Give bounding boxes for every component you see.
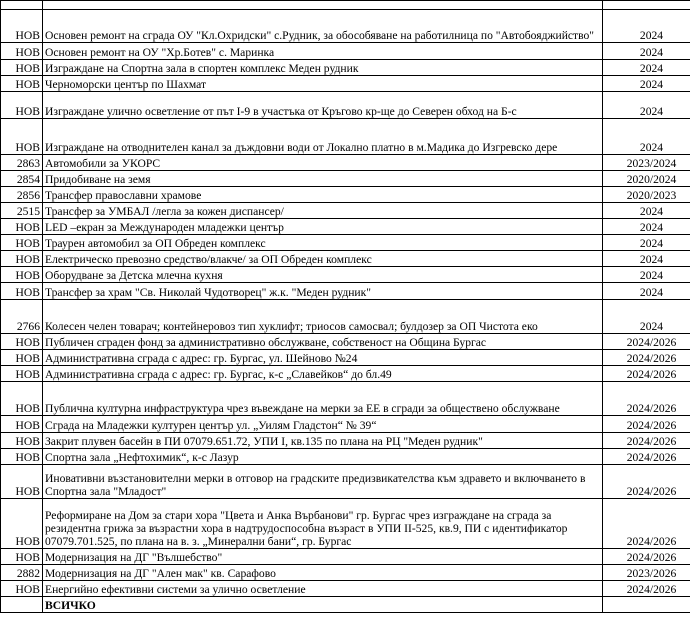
row-name: Придобиване на земя bbox=[43, 171, 603, 187]
row-year: 2023/2024 bbox=[603, 155, 690, 171]
row-name: Основен ремонт на сграда ОУ "Кл.Охридски" с.Рудник, за обособяване на работилница по "Автобояджийство" bbox=[43, 10, 603, 43]
row-year: 2024 bbox=[603, 251, 690, 267]
row-year: 2024 bbox=[603, 203, 690, 219]
row-year bbox=[603, 1, 690, 10]
row-code: НОВ bbox=[1, 283, 43, 300]
row-code: НОВ bbox=[1, 382, 43, 416]
row-name: Публична културна инфраструктура чрез въвеждане на мерки за ЕЕ в сгради за обществено обслужване bbox=[43, 382, 603, 416]
row-code: НОВ bbox=[1, 465, 43, 499]
row-code: НОВ bbox=[1, 60, 43, 76]
row-year: 2023/2026 bbox=[603, 565, 690, 581]
table-row bbox=[1, 171, 690, 187]
table-row bbox=[1, 92, 690, 119]
row-name: Модернизация на ДГ "Ален мак" кв. Сарафово bbox=[43, 565, 603, 581]
table-row bbox=[1, 416, 690, 433]
row-name: Трансфер православни храмове bbox=[43, 187, 603, 203]
row-year: 2024 bbox=[603, 219, 690, 235]
row-code: 2863 bbox=[1, 155, 43, 171]
table-row bbox=[1, 465, 690, 499]
row-name: Автомобили за УКОРС bbox=[43, 155, 603, 171]
row-name: Трансфер за храм "Св. Николай Чудотворец" ж.к. "Меден рудник" bbox=[43, 283, 603, 300]
row-name: Трансфер за УМБАЛ /легла за кожен диспансер/ bbox=[43, 203, 603, 219]
row-year: 2024 bbox=[603, 92, 690, 119]
row-year: 2024 bbox=[603, 119, 690, 155]
table-row bbox=[1, 597, 690, 613]
row-year: 2024/2026 bbox=[603, 433, 690, 449]
row-code: НОВ bbox=[1, 119, 43, 155]
table-row bbox=[1, 549, 690, 565]
row-year: 2020/2023 bbox=[603, 187, 690, 203]
table-body bbox=[1, 1, 690, 613]
row-code: НОВ bbox=[1, 366, 43, 382]
row-code: НОВ bbox=[1, 433, 43, 449]
table-row bbox=[1, 350, 690, 366]
row-year: 2024 bbox=[603, 76, 690, 92]
row-code: НОВ bbox=[1, 581, 43, 597]
row-year: 2024/2026 bbox=[603, 334, 690, 350]
row-name: Изграждане улично осветление от път I-9 в участъка от Кръгово кр-ще до Северен обход на Б-с bbox=[43, 92, 603, 119]
row-year: 2024/2026 bbox=[603, 549, 690, 565]
row-name: Колесен челен товарач; контейнеровоз тип хуклифт; триосов самосвал; булдозер за ОП Чистота еко bbox=[43, 300, 603, 334]
row-name: Реформиране на Дом за стари хора "Цвета и Анка Върбанови" гр. Бургас чрез изграждане на сграда за резидентна грижа за възрастни хора в надтрудоспособна възраст в УПИ II-525, кв.9, ПИ с идентификатор 07079.701.525, по плана на в. з. „Минерални бани“, гр. Бургас bbox=[43, 499, 603, 549]
table-row bbox=[1, 187, 690, 203]
table-row bbox=[1, 449, 690, 465]
row-name: Изграждане на отводнителен канал за дъждовни води от Локално платно в м.Мадика до Изгревско дере bbox=[43, 119, 603, 155]
row-year: 2024/2026 bbox=[603, 366, 690, 382]
row-year: 2024/2026 bbox=[603, 499, 690, 549]
row-name: Оборудване за Детска млечна кухня bbox=[43, 267, 603, 283]
row-name: Закрит плувен басейн в ПИ 07079.651.72, УПИ I, кв.135 по плана на РЦ "Меден рудник" bbox=[43, 433, 603, 449]
row-name: Сграда на Младежки културен център ул. „Уилям Гладстон“ № 39“ bbox=[43, 416, 603, 433]
row-code: 2882 bbox=[1, 565, 43, 581]
table-row bbox=[1, 334, 690, 350]
row-name: LED –екран за Международен младежки център bbox=[43, 219, 603, 235]
row-code: 2856 bbox=[1, 187, 43, 203]
row-year: 2020/2024 bbox=[603, 171, 690, 187]
row-year: 2024/2026 bbox=[603, 382, 690, 416]
row-name: Спортна зала „Нефтохимик“, к-с Лазур bbox=[43, 449, 603, 465]
row-year: 2024/2026 bbox=[603, 465, 690, 499]
row-code: НОВ bbox=[1, 449, 43, 465]
table-row bbox=[1, 155, 690, 171]
table-row bbox=[1, 203, 690, 219]
row-name: Черноморски център по Шахмат bbox=[43, 76, 603, 92]
table-row bbox=[1, 581, 690, 597]
row-year: 2024 bbox=[603, 10, 690, 43]
row-name: Електрическо превозно средство/влакче/ за ОП Обреден комплекс bbox=[43, 251, 603, 267]
row-name: Енергийно ефективни системи за улично осветление bbox=[43, 581, 603, 597]
row-code: НОВ bbox=[1, 235, 43, 251]
row-name: Административна сграда с адрес: гр. Бургас, к-с „Славейков“ до бл.49 bbox=[43, 366, 603, 382]
row-name: Административна сграда с адрес: гр. Бургас, ул. Шейново №24 bbox=[43, 350, 603, 366]
row-name: Траурен автомобил за ОП Обреден комплекс bbox=[43, 235, 603, 251]
table-row bbox=[1, 283, 690, 300]
row-code: НОВ bbox=[1, 251, 43, 267]
row-name: Основен ремонт на ОУ "Хр.Ботев" с. Маринка bbox=[43, 43, 603, 60]
table-row bbox=[1, 235, 690, 251]
table-row bbox=[1, 251, 690, 267]
row-year: 2024 bbox=[603, 300, 690, 334]
row-code: НОВ bbox=[1, 10, 43, 43]
row-year: 2024/2026 bbox=[603, 449, 690, 465]
table-row bbox=[1, 300, 690, 334]
row-year: 2024 bbox=[603, 267, 690, 283]
row-year: 2024 bbox=[603, 283, 690, 300]
table-row bbox=[1, 119, 690, 155]
row-code: НОВ bbox=[1, 267, 43, 283]
row-name: Модернизация на ДГ "Вълшебство" bbox=[43, 549, 603, 565]
row-code: НОВ bbox=[1, 334, 43, 350]
table-row bbox=[1, 60, 690, 76]
row-code bbox=[1, 597, 43, 613]
row-code: НОВ bbox=[1, 549, 43, 565]
row-name: Публичен сграден фонд за административно обслужване, собственост на Община Бургас bbox=[43, 334, 603, 350]
row-code: 2766 bbox=[1, 300, 43, 334]
table-row bbox=[1, 433, 690, 449]
row-year: 2024/2026 bbox=[603, 581, 690, 597]
row-year: 2024/2026 bbox=[603, 416, 690, 433]
row-year: 2024 bbox=[603, 43, 690, 60]
row-year bbox=[603, 597, 690, 613]
table-row bbox=[1, 76, 690, 92]
table-row bbox=[1, 1, 690, 10]
row-code: НОВ bbox=[1, 92, 43, 119]
table-row bbox=[1, 43, 690, 60]
row-code: НОВ bbox=[1, 499, 43, 549]
row-code: НОВ bbox=[1, 76, 43, 92]
row-name: Изграждане на Спортна зала в спортен комплекс Меден рудник bbox=[43, 60, 603, 76]
table-row bbox=[1, 382, 690, 416]
row-code bbox=[1, 1, 43, 10]
table-row bbox=[1, 10, 690, 43]
table-row bbox=[1, 565, 690, 581]
row-code: НОВ bbox=[1, 350, 43, 366]
row-code: НОВ bbox=[1, 43, 43, 60]
table-row bbox=[1, 366, 690, 382]
row-code: НОВ bbox=[1, 219, 43, 235]
table-row bbox=[1, 267, 690, 283]
row-name: ВСИЧКО bbox=[43, 597, 603, 613]
table-row bbox=[1, 219, 690, 235]
row-year: 2024 bbox=[603, 235, 690, 251]
row-year: 2024 bbox=[603, 60, 690, 76]
row-name: Иновативни възстановителни мерки в отговор на градските предизвикателства към здравето и включването в Спортна зала "Младост" bbox=[43, 465, 603, 499]
table-row bbox=[1, 499, 690, 549]
row-code: НОВ bbox=[1, 416, 43, 433]
row-name bbox=[43, 1, 603, 10]
row-code: 2515 bbox=[1, 203, 43, 219]
row-year: 2024/2026 bbox=[603, 350, 690, 366]
row-code: 2854 bbox=[1, 171, 43, 187]
